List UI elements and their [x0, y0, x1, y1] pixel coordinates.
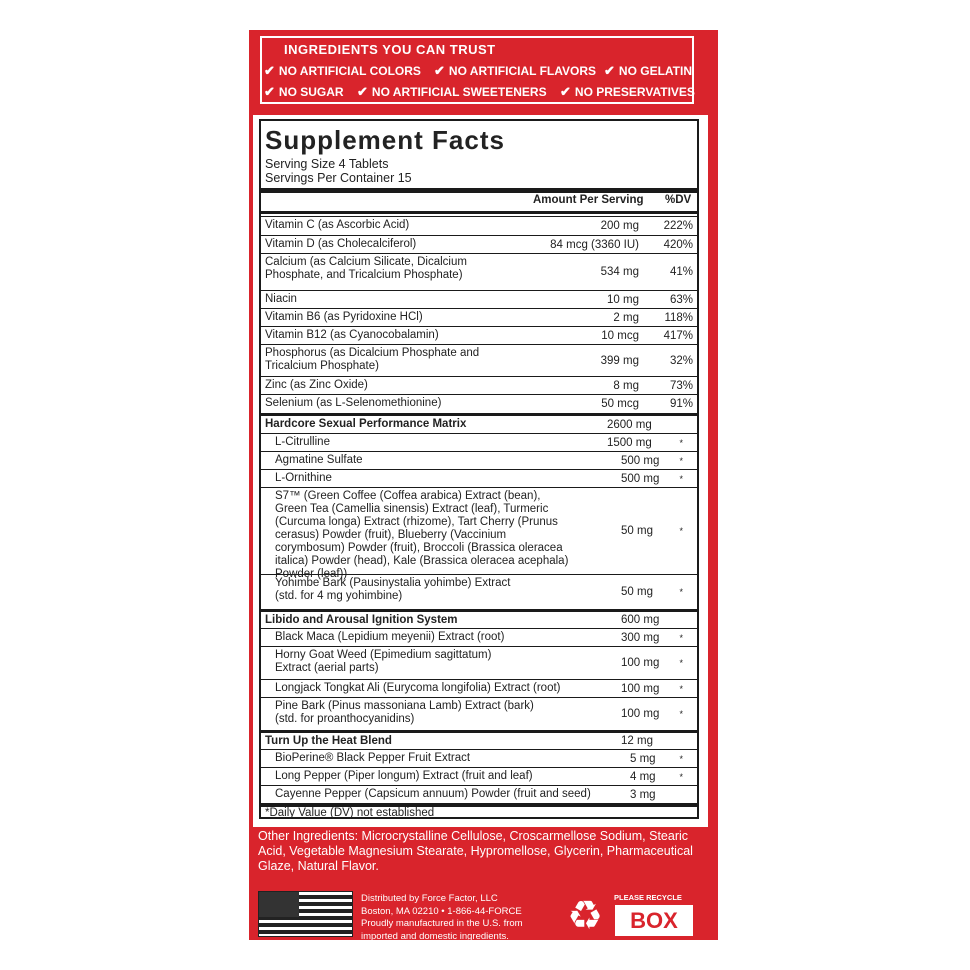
table-row: Longjack Tongkat Ali (Eurycoma longifolia) Extract (root) 100 mg *	[261, 679, 697, 697]
table-row: Zinc (as Zinc Oxide) 8 mg 73%	[261, 376, 697, 394]
table-row: Phosphorus (as Dicalcium Phosphate and Tricalcium Phosphate) 399 mg 32%	[261, 344, 697, 376]
blend-row: Libido and Arousal Ignition System 600 mg	[265, 614, 660, 626]
servings-per-container: Servings Per Container 15	[265, 171, 412, 185]
divider	[261, 211, 697, 214]
checkmark-icon: ✔	[604, 63, 615, 78]
blend-row: Hardcore Sexual Performance Matrix 2600 mg	[265, 418, 652, 431]
col-amount-header: Amount Per Serving	[533, 194, 644, 206]
table-row: Niacin 10 mg 63%	[261, 290, 697, 308]
checkmark-icon: ✔	[264, 63, 275, 78]
divider	[261, 188, 697, 193]
table-row: L-Ornithine 500 mg *	[261, 469, 697, 487]
table-row: Yohimbe Bark (Pausinystalia yohimbe) Extract (std. for 4 mg yohimbine) 50 mg *	[261, 574, 697, 609]
claim-item: ✔ NO ARTIFICIAL COLORS	[264, 63, 421, 78]
table-row: Vitamin B12 (as Cyanocobalamin) 10 mcg 417%	[261, 326, 697, 344]
distributor-info: Distributed by Force Factor, LLC Boston, MA 02210 • 1-866-44-FORCE Proudly manufactured in the U.S. from imported and domestic ingredients.	[361, 893, 523, 942]
recycle-box-label: BOX	[615, 905, 693, 936]
footnote: *Daily Value (DV) not established	[265, 807, 435, 819]
checkmark-icon: ✔	[560, 84, 571, 99]
table-row: Horny Goat Weed (Epimedium sagittatum) Extract (aerial parts) 100 mg *	[261, 646, 697, 679]
col-dv-header: %DV	[665, 194, 692, 206]
supplement-facts-table	[259, 119, 699, 819]
table-row: Selenium (as L-Selenomethionine) 50 mcg 91%	[261, 394, 697, 413]
table-row: Vitamin C (as Ascorbic Acid) 200 mg 222%	[261, 216, 697, 235]
checkmark-icon: ✔	[264, 84, 275, 99]
trust-banner	[260, 36, 694, 104]
table-row: Pine Bark (Pinus massoniana Lamb) Extract (bark) (std. for proanthocyanidins) 100 mg *	[261, 697, 697, 730]
table-row: Black Maca (Lepidium meyenii) Extract (root) 300 mg *	[261, 628, 697, 646]
claim-item: ✔ NO GELATIN	[604, 63, 693, 78]
table-row: S7™ (Green Coffee (Coffea arabica) Extract (bean), Green Tea (Camellia sinensis) Extract (leaf), Turmeric (Curcuma longa) Extract (rhizome), Tart Cherry (Prunus cerasus) Powder (fruit), Blueberry (Vaccinium corymbosum) Powder (fruit), Broccoli (Brassica oleracea italica) Powder (head), Kale (Brassica oleracea acephala) Powder (leaf)) 50 mg *	[261, 487, 697, 574]
table-row: Agmatine Sulfate 500 mg *	[261, 451, 697, 469]
table-row: Vitamin D (as Cholecalciferol) 84 mcg (3360 IU) 420%	[261, 235, 697, 253]
supplement-facts-panel	[253, 115, 708, 827]
claim-item: ✔ NO ARTIFICIAL FLAVORS	[434, 63, 597, 78]
table-row: Long Pepper (Piper longum) Extract (fruit and leaf) 4 mg *	[261, 767, 697, 785]
table-row: Cayenne Pepper (Capsicum annuum) Powder (fruit and seed) 3 mg	[261, 785, 697, 803]
recycle-label: PLEASE RECYCLE	[614, 893, 682, 902]
claim-item: ✔ NO SUGAR	[264, 84, 344, 99]
serving-size: Serving Size 4 Tablets	[265, 157, 389, 171]
table-row: BioPerine® Black Pepper Fruit Extract 5 mg *	[261, 749, 697, 767]
us-flag-icon	[258, 891, 353, 937]
table-row: Vitamin B6 (as Pyridoxine HCl) 2 mg 118%	[261, 308, 697, 326]
other-ingredients: Other Ingredients: Microcrystalline Cellulose, Croscarmellose Sodium, Stearic Acid, Vegetable Magnesium Stearate, Hypromellose, Glycerin, Pharmaceutical Glaze, Natural Flavor.	[258, 829, 693, 873]
recycle-icon: ♻	[567, 894, 603, 938]
facts-title: Supplement Facts	[265, 125, 505, 155]
blend-row: Turn Up the Heat Blend 12 mg	[265, 735, 653, 747]
claim-item: ✔ NO ARTIFICIAL SWEETENERS	[357, 84, 547, 99]
table-row: L-Citrulline 1500 mg *	[261, 433, 697, 451]
checkmark-icon: ✔	[357, 84, 368, 99]
table-row: Calcium (as Calcium Silicate, Dicalcium Phosphate, and Tricalcium Phosphate) 534 mg 41%	[261, 253, 697, 290]
checkmark-icon: ✔	[434, 63, 445, 78]
claim-item: ✔ NO PRESERVATIVES	[560, 84, 695, 99]
trust-title: INGREDIENTS YOU CAN TRUST	[278, 42, 502, 57]
